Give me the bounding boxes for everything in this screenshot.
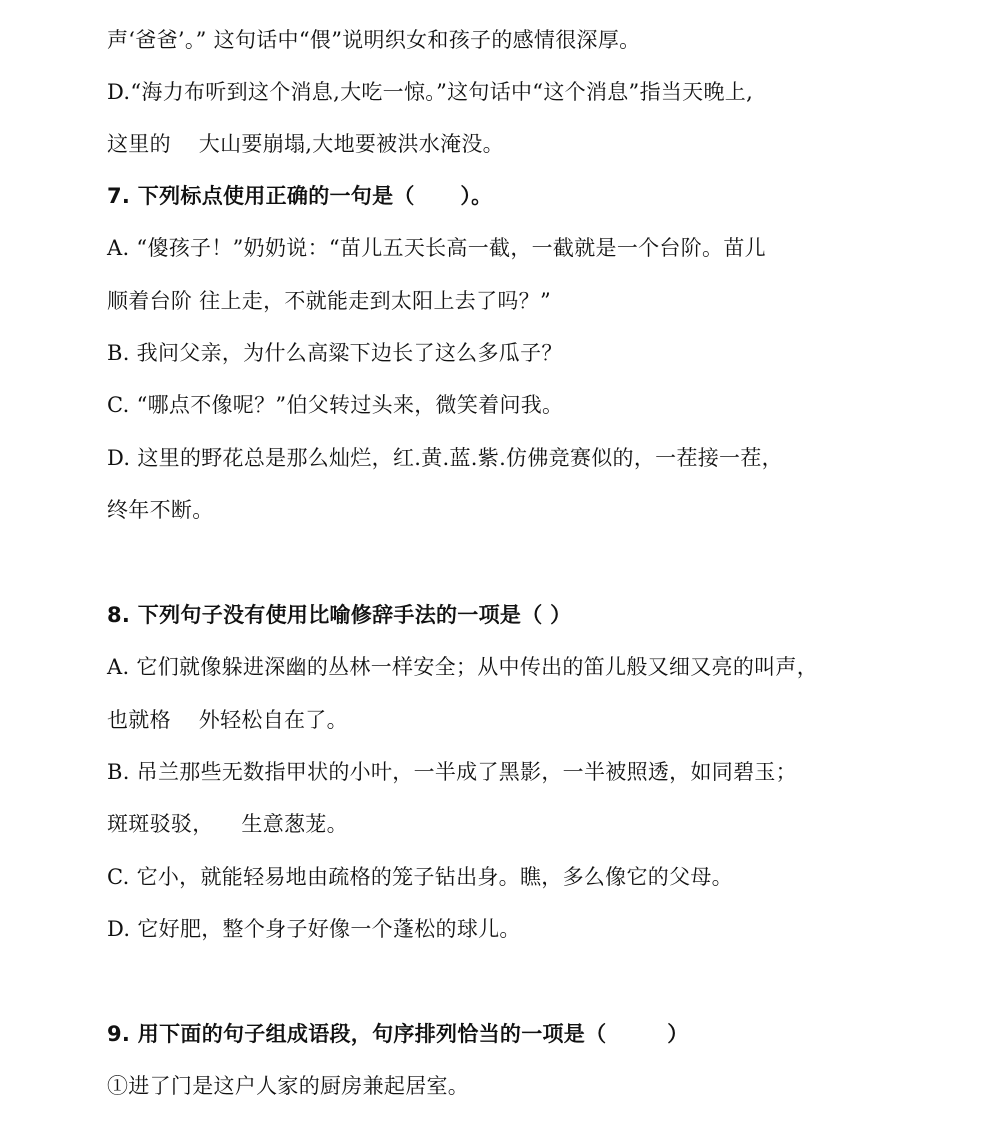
q7-option-a-continuation: 顺着台阶 往上走，不就能走到太阳上去了吗？” bbox=[107, 289, 552, 313]
q8-option-b: B. 吊兰那些无数指甲状的小叶，一半成了黑影，一半被照透，如同碧玉； bbox=[107, 760, 797, 784]
question-8-title: 8. 下列句子没有使用比喻修辞手法的一项是（ ） bbox=[107, 603, 572, 627]
q7-option-c: C. “哪点不像呢？”伯父转过头来，微笑着问我。 bbox=[107, 393, 564, 417]
q8-option-a: A. 它们就像躲进深幽的丛林一样安全；从中传出的笛儿般又细又亮的叫声， bbox=[107, 655, 819, 679]
q7-option-d: D. 这里的野花总是那么灿烂，红.黄.蓝.紫.仿佛竞赛似的，一茬接一茬， bbox=[107, 446, 783, 470]
q9-sentence-1: ①进了门是这户人家的厨房兼起居室。 bbox=[107, 1074, 470, 1098]
q7-option-a: A. “傻孩子！”奶奶说：“苗儿五天长高一截，一截就是一个台阶。苗儿 bbox=[107, 236, 766, 260]
question-7-title: 7. 下列标点使用正确的一句是（ ）。 bbox=[107, 184, 493, 208]
q7-option-b: B. 我问父亲，为什么高粱下边长了这么多瓜子？ bbox=[107, 341, 563, 365]
question-9-title: 9. 用下面的句子组成语段，句序排列恰当的一项是（ ） bbox=[107, 1022, 689, 1046]
q7-option-d-continuation: 终年不断。 bbox=[107, 498, 214, 522]
q8-option-c: C. 它小，就能轻易地由疏格的笼子钻出身。瞧，多么像它的父母。 bbox=[107, 865, 733, 889]
q6-option-c-continuation: 声‘爸爸’。” 这句话中“偎”说明织女和孩子的感情很深厚。 bbox=[107, 28, 641, 52]
q6-option-d: D.“海力布听到这个消息,大吃一惊。”这句话中“这个消息”指当天晚上, bbox=[107, 80, 754, 104]
q8-option-b-continuation: 斑斑驳驳， 生意葱茏。 bbox=[107, 812, 348, 836]
q8-option-a-continuation: 也就格 外轻松自在了。 bbox=[107, 708, 348, 732]
q6-option-d-continuation: 这里的 大山要崩塌,大地要被洪水淹没。 bbox=[107, 132, 504, 156]
q8-option-d: D. 它好肥，整个身子好像一个蓬松的球儿。 bbox=[107, 917, 521, 941]
